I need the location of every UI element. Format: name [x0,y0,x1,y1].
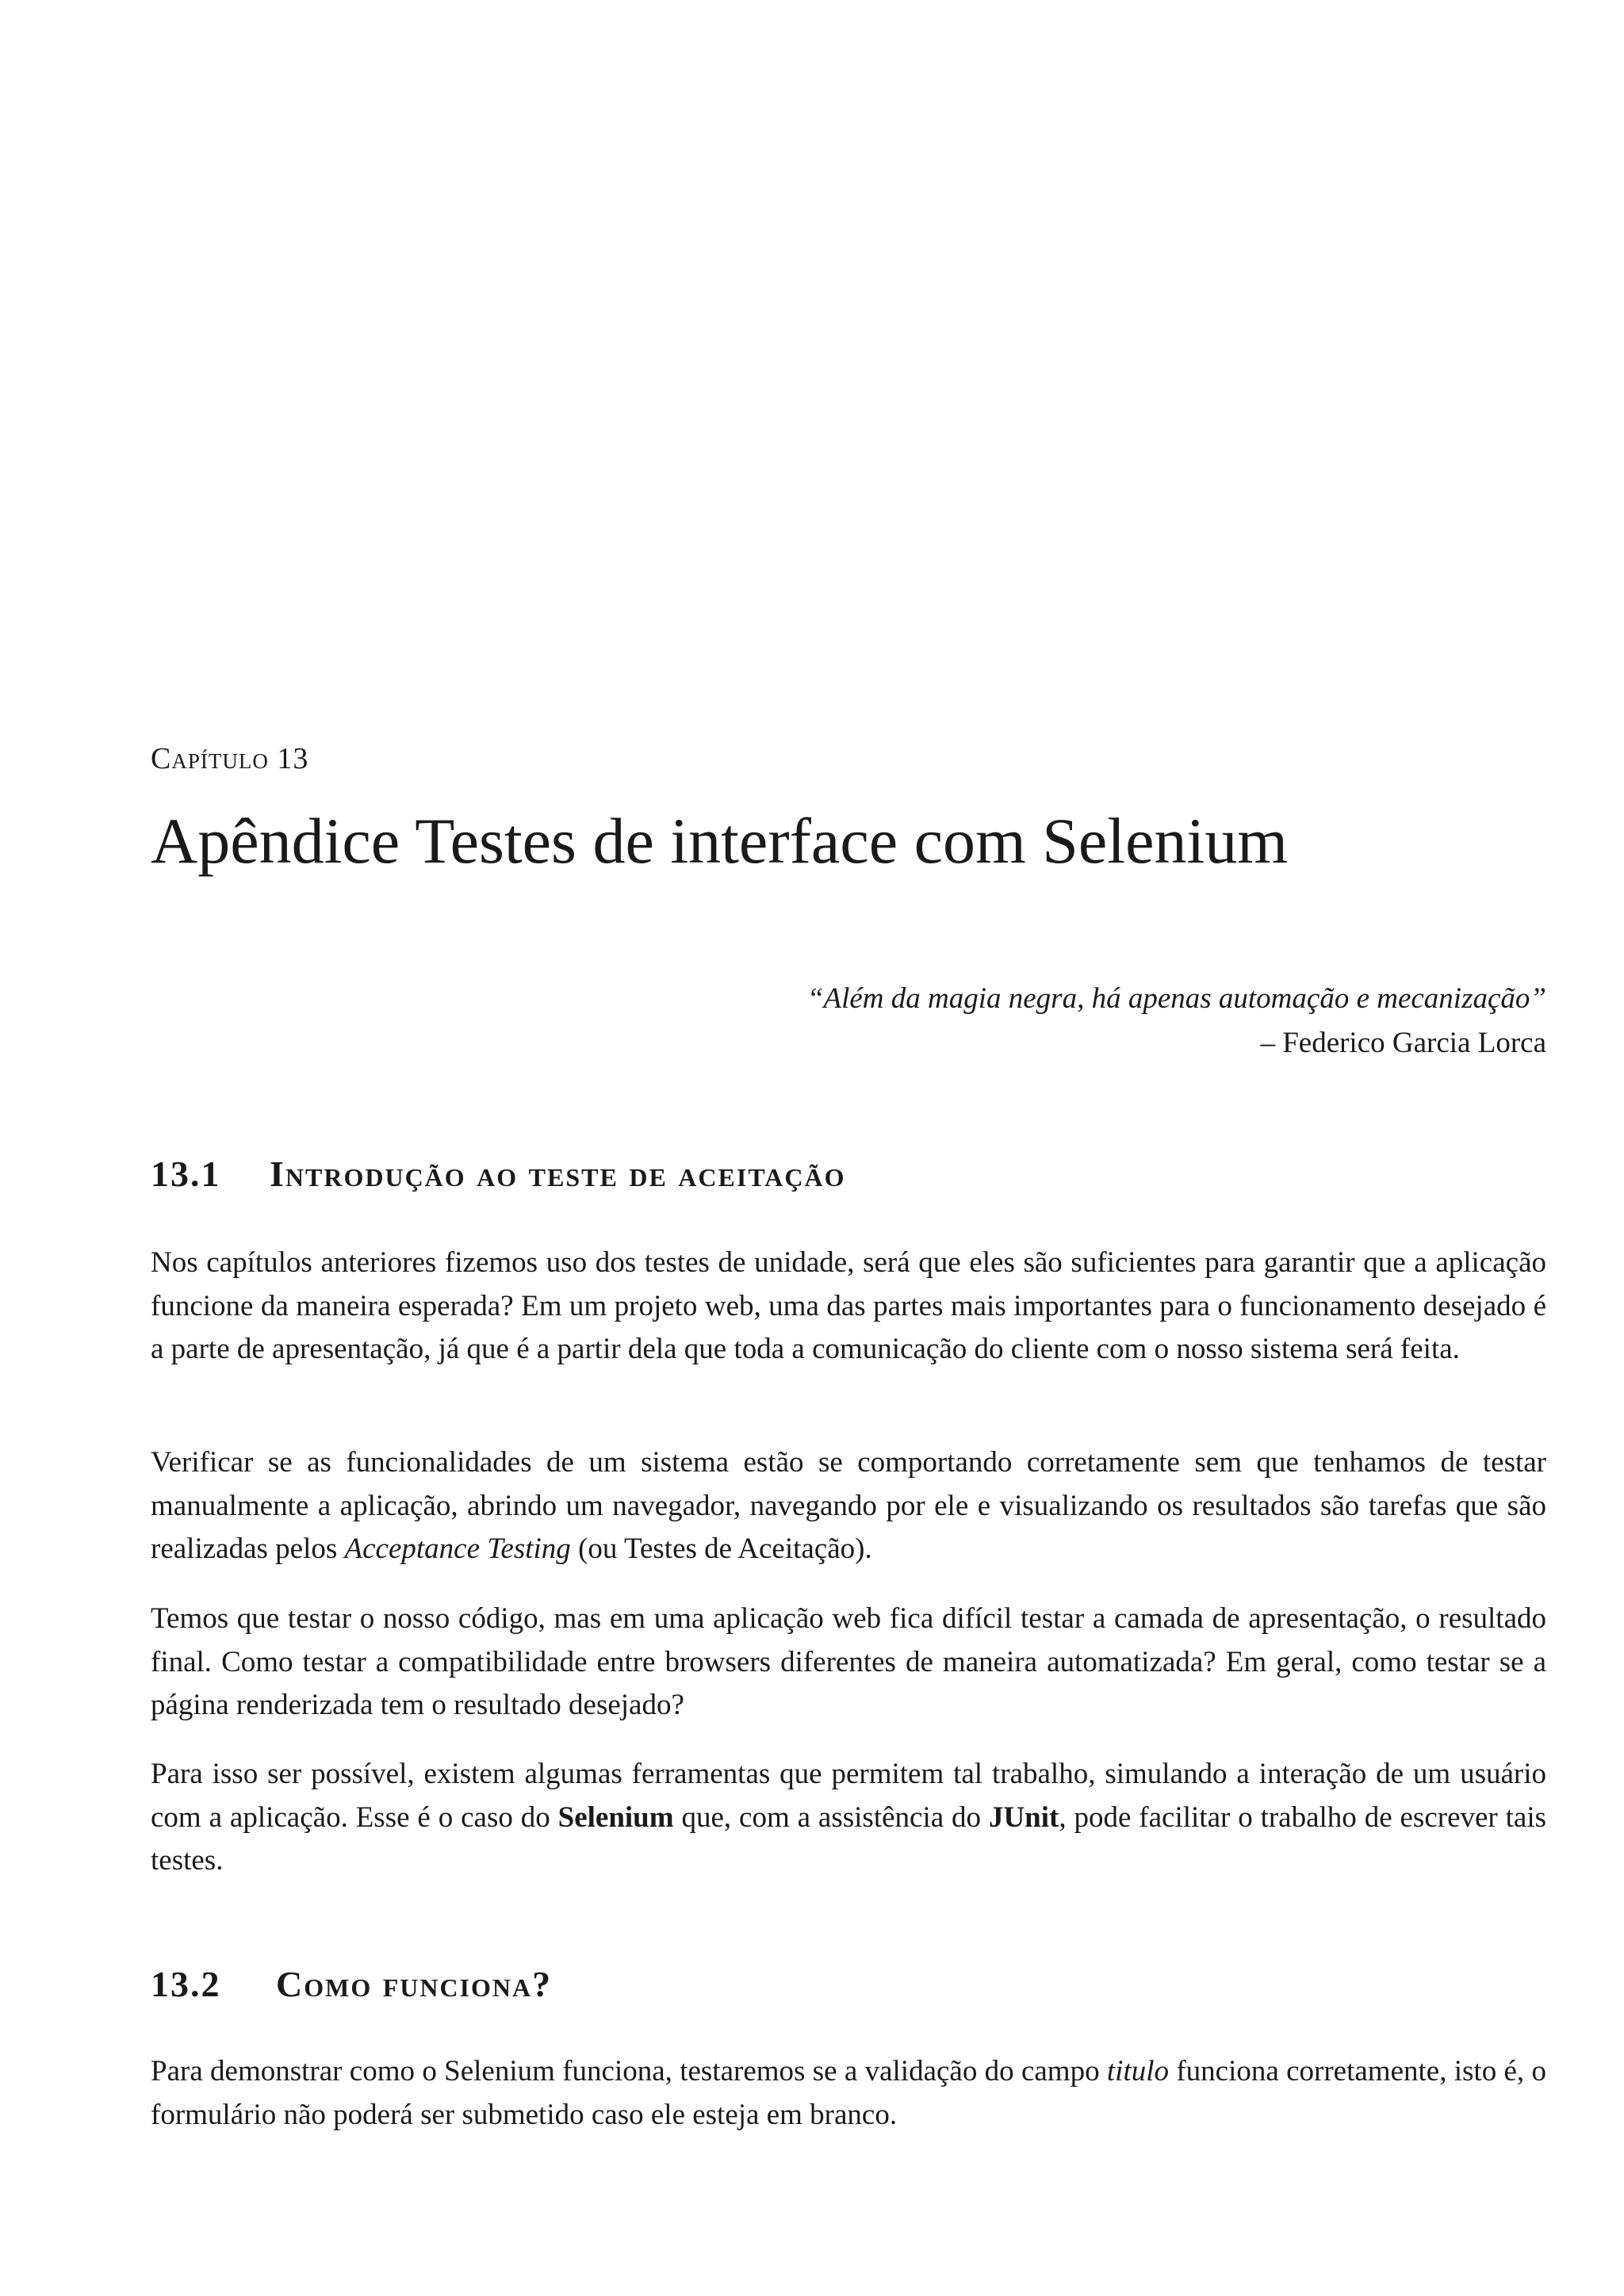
paragraph-text: Verificar se as funcionalidades de um sistema estão se comportando corretamente sem que tenhamos de testar manualmente a aplicação, abrindo um navegador, navegando por ele e visualizando os resultados são tarefas que são realizadas pelos [151,1446,1546,1565]
paragraph [151,2050,1546,2137]
section-number: 13.2 [151,1964,221,2004]
epigraph-attribution: – Federico Garcia Lorca [1260,1027,1546,1059]
section-number: 13.1 [151,1154,221,1194]
paragraph [151,1242,1546,1372]
chapter-title: Apêndice Testes de interface com Selenium [151,805,1289,877]
paragraph-text: que, com a assistência do [673,1800,989,1834]
paragraph-text: , pode facilitar o trabalho de escrever tais testes. [151,1800,1546,1877]
document-page [151,0,1546,2296]
paragraph-text: Nos capítulos anteriores fizemos uso dos testes de unidade, será que eles são suficientes para garantir que a aplicação funcione da maneira esperada? Em um projeto web, uma das partes mais importantes para o funcionamento desejado é a parte de apresentação, já que é a partir dela que toda a comunicação do cliente com o nosso sistema será feita. [151,1246,1546,1365]
italic-term: Acceptance Testing [344,1533,571,1565]
section-heading-como-funciona [151,1966,552,2003]
chapter-label: Capítulo 13 [151,742,309,775]
section-heading-introducao [151,1156,846,1192]
paragraph-text: (ou Testes de Aceitação). [570,1533,872,1565]
epigraph [807,977,1546,1066]
section-title: Introdução ao teste de aceitação [270,1154,846,1194]
paragraph-text: Temos que testar o nosso código, mas em uma aplicação web fica difícil testar a camada de apresentação, o resultado final. Como testar a compatibilidade entre browsers diferentes de maneira automatizada? Em geral, como testar se a página renderizada tem o resultado desejado? [151,1602,1546,1721]
bold-term: Selenium [557,1800,674,1834]
italic-term: titulo [1106,2055,1170,2087]
paragraph [151,1753,1546,1883]
paragraph-text: Para demonstrar como o Selenium funciona, testaremos se a validação do campo [151,2055,1107,2087]
paragraph [151,1598,1546,1728]
epigraph-quote: “Além da magia negra, há apenas automação e mecanização” [806,982,1546,1015]
paragraph-text: Para isso ser possível, existem algumas ferramentas que permitem tal trabalho, simulando a interação de um usuário com a aplicação. Esse é o caso do [151,1758,1546,1834]
paragraph [151,1441,1546,1571]
paragraph-text: funciona corretamente, isto é, o formulário não poderá ser submetido caso ele esteja em branco. [151,2055,1546,2131]
section-title: Como funciona? [276,1964,553,2004]
bold-term: JUnit [988,1800,1059,1834]
